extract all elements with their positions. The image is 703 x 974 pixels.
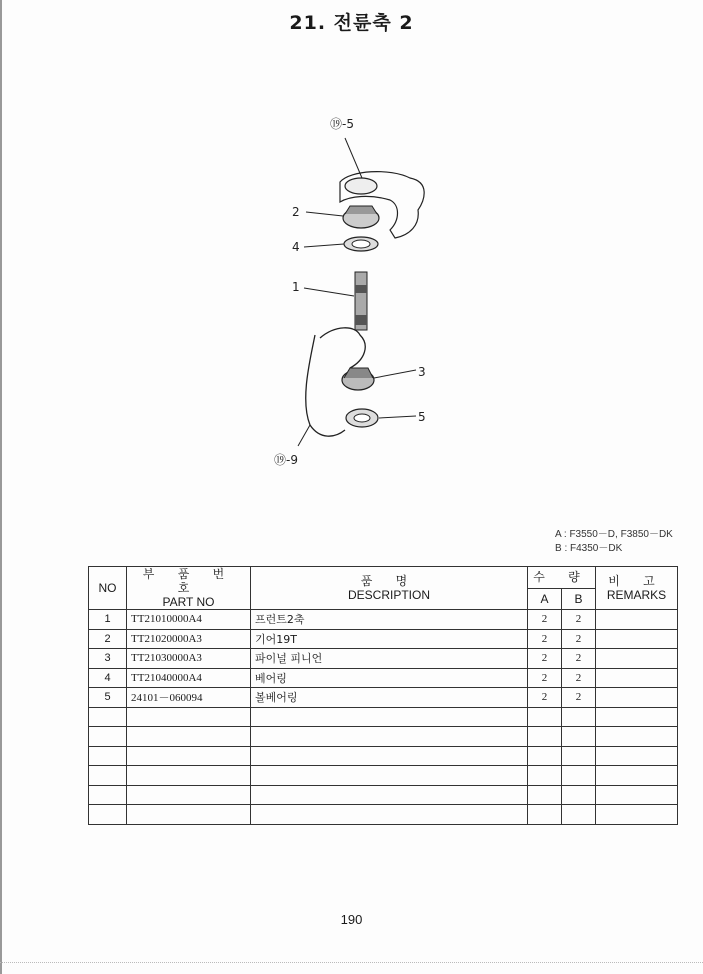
row-remarks <box>596 610 678 630</box>
page-title: 21. 전륜축 2 <box>289 12 414 34</box>
model-legend <box>555 528 673 556</box>
row-description: 베어링 <box>251 668 528 688</box>
scan-bottom-edge <box>0 962 703 964</box>
header-part-no <box>127 567 251 610</box>
callout-ref-19-9: ⑲-9 <box>274 453 298 467</box>
row-qty-b: 2 <box>562 610 596 630</box>
table-row <box>89 610 678 630</box>
callout-ref-19-5: ⑲-5 <box>330 117 354 131</box>
table-row <box>89 649 678 669</box>
row-qty-a: 2 <box>528 629 562 649</box>
row-no: 5 <box>89 688 127 708</box>
page-number: 190 <box>340 912 363 927</box>
row-qty-b: 2 <box>562 668 596 688</box>
header-desc-kr: 품 명 <box>360 574 418 588</box>
header-no: NO <box>89 567 127 610</box>
row-remarks <box>596 668 678 688</box>
table-row-empty <box>89 805 678 825</box>
row-description: 파이널 피니언 <box>251 649 528 669</box>
table-row-empty <box>89 746 678 766</box>
row-part-no: TT21020000A3 <box>127 629 251 649</box>
callout-2: 2 <box>292 205 300 219</box>
row-part-no: 24101－060094 <box>127 688 251 708</box>
table-row <box>89 629 678 649</box>
row-qty-a: 2 <box>528 668 562 688</box>
row-qty-a: 2 <box>528 610 562 630</box>
table-row <box>89 688 678 708</box>
row-qty-a: 2 <box>528 688 562 708</box>
row-qty-b: 2 <box>562 649 596 669</box>
row-no: 3 <box>89 649 127 669</box>
callout-1: 1 <box>292 280 300 294</box>
header-remarks <box>596 567 678 610</box>
table-row-empty <box>89 766 678 786</box>
callout-3: 3 <box>418 365 426 379</box>
header-description <box>251 567 528 610</box>
table-row-empty <box>89 785 678 805</box>
header-qty-b: B <box>562 588 596 610</box>
header-part-kr: 부 품 번 호 <box>142 567 235 595</box>
row-remarks <box>596 649 678 669</box>
header-remarks-en: REMARKS <box>606 588 667 602</box>
row-description: 기어19T <box>251 629 528 649</box>
model-a: A : F3550－D, F3850－DK <box>555 529 673 540</box>
header-remarks-kr: 비 고 <box>608 574 665 588</box>
row-no: 2 <box>89 629 127 649</box>
row-description: 볼베어링 <box>251 688 528 708</box>
row-no: 4 <box>89 668 127 688</box>
exploded-parts-diagram <box>240 110 480 480</box>
row-part-no: TT21010000A4 <box>127 610 251 630</box>
row-qty-b: 2 <box>562 629 596 649</box>
row-remarks <box>596 688 678 708</box>
table-row-empty <box>89 727 678 747</box>
parts-table <box>88 566 678 825</box>
row-part-no: TT21030000A3 <box>127 649 251 669</box>
header-quantity: 수 량 <box>528 567 596 589</box>
row-qty-a: 2 <box>528 649 562 669</box>
row-no: 1 <box>89 610 127 630</box>
row-qty-b: 2 <box>562 688 596 708</box>
callout-4: 4 <box>292 240 300 254</box>
row-part-no: TT21040000A4 <box>127 668 251 688</box>
table-row <box>89 668 678 688</box>
row-remarks <box>596 629 678 649</box>
row-description: 프런트2축 <box>251 610 528 630</box>
table-row-empty <box>89 707 678 727</box>
header-part-en: PART NO <box>162 595 215 609</box>
scan-edge <box>0 0 2 974</box>
header-qty-a: A <box>528 588 562 610</box>
header-desc-en: DESCRIPTION <box>347 588 430 602</box>
model-b: B : F4350－DK <box>555 543 623 554</box>
callout-5: 5 <box>418 410 426 424</box>
